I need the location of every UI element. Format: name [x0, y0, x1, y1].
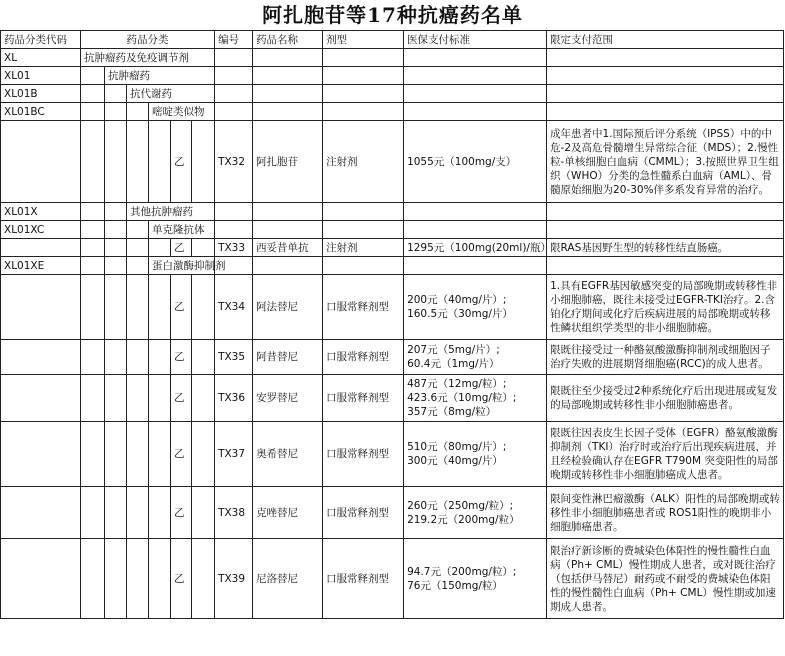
drug-range: 1.具有EGFR基因敏感突变的局部晚期或转移性非小细胞肺癌，既往未接受过EGFR-TKI治疗。2.含铂化疗期间或化疗后疾病进展的局部晚期或转移性鳞状组织学类型的非小细胞肺癌。: [547, 275, 784, 340]
drug-class: 乙: [171, 422, 192, 487]
category-code: XL01BC: [1, 103, 81, 121]
drug-form: 口服常释剂型: [323, 487, 404, 539]
table-row: [1, 239, 784, 257]
category-code: XL01: [1, 67, 81, 85]
drug-number: TX38: [215, 487, 253, 539]
drug-number: TX33: [215, 239, 253, 257]
drug-class: 乙: [171, 239, 192, 257]
drug-range: 限RAS基因野生型的转移性结直肠癌。: [547, 239, 784, 257]
table-row: [1, 49, 784, 67]
drug-list-table: [0, 30, 784, 619]
drug-class: 乙: [171, 275, 192, 340]
table-row: [1, 257, 784, 275]
drug-range: 限既往接受过一种酪氨酸激酶抑制剂或细胞因子治疗失败的进展期肾细胞癌(RCC)的成人患者。: [547, 340, 784, 375]
category-code: XL01XC: [1, 221, 81, 239]
drug-standard: 94.7元（200mg/粒）; 76元（150mg/粒）: [404, 539, 547, 619]
drug-name: 安罗替尼: [253, 375, 323, 422]
drug-name: 阿昔替尼: [253, 340, 323, 375]
drug-number: TX32: [215, 121, 253, 203]
category-label: 抗肿瘤药及免疫调节剂: [81, 49, 215, 67]
drug-form: 口服常释剂型: [323, 539, 404, 619]
drug-form: 注射剂: [323, 121, 404, 203]
drug-number: TX35: [215, 340, 253, 375]
drug-number: TX37: [215, 422, 253, 487]
header-range: 限定支付范围: [547, 31, 784, 49]
drug-name: 阿扎胞苷: [253, 121, 323, 203]
table-row: [1, 487, 784, 539]
header-name: 药品名称: [253, 31, 323, 49]
drug-form: 口服常释剂型: [323, 375, 404, 422]
header-code: 药品分类代码: [1, 31, 81, 49]
drug-standard: 207元（5mg/片）; 60.4元（1mg/片）: [404, 340, 547, 375]
header-standard: 医保支付标准: [404, 31, 547, 49]
drug-name: 尼洛替尼: [253, 539, 323, 619]
category-label: 嘧啶类似物: [149, 103, 215, 121]
drug-standard: 260元（250mg/粒）; 219.2元（200mg/粒）: [404, 487, 547, 539]
drug-class: 乙: [171, 539, 192, 619]
category-label: 抗代谢药: [127, 85, 215, 103]
category-code: XL01B: [1, 85, 81, 103]
drug-standard: 487元（12mg/粒）; 423.6元（10mg/粒）; 357元（8mg/粒）: [404, 375, 547, 422]
category-code: XL01XE: [1, 257, 81, 275]
drug-standard: 1055元（100mg/支）: [404, 121, 547, 203]
drug-range: 成年患者中1.国际预后评分系统（IPSS）中的中危-2及高危骨髓增生异常综合征（MDS）；2.慢性粒-单核细胞白血病（CMML）；3.按照世界卫生组织（WHO）分类的急性髓系白血病（AML）、骨髓原始细胞为20-30%伴多系发育异常的治疗。: [547, 121, 784, 203]
drug-number: TX34: [215, 275, 253, 340]
header-form: 剂型: [323, 31, 404, 49]
table-row: [1, 67, 784, 85]
table-row: [1, 539, 784, 619]
drug-name: 西妥昔单抗: [253, 239, 323, 257]
category-label: 抗肿瘤药: [105, 67, 215, 85]
category-code: XL01X: [1, 203, 81, 221]
page-title: 阿扎胞苷等17种抗癌药名单: [262, 3, 523, 27]
drug-class: 乙: [171, 121, 192, 203]
drug-name: 阿法替尼: [253, 275, 323, 340]
table-row: [1, 340, 784, 375]
category-label: 蛋白激酶抑制剂: [149, 257, 215, 275]
table-row: [1, 375, 784, 422]
drug-name: 奥希替尼: [253, 422, 323, 487]
drug-standard: 1295元（100mg(20ml)/瓶）: [404, 239, 547, 257]
table-row: [1, 203, 784, 221]
drug-range: 限治疗新诊断的费城染色体阳性的慢性髓性白血病（Ph+ CML）慢性期成人患者，或对既往治疗（包括伊马替尼）耐药或不耐受的费城染色体阳性的慢性髓性白血病（Ph+ CML）慢性期或加速期成人患者。: [547, 539, 784, 619]
drug-standard: 200元（40mg/片）; 160.5元（30mg/片）: [404, 275, 547, 340]
drug-form: 口服常释剂型: [323, 275, 404, 340]
table-row: [1, 422, 784, 487]
header-row: [1, 31, 784, 49]
table-row: [1, 275, 784, 340]
category-label: 单克隆抗体: [149, 221, 215, 239]
table-row: [1, 85, 784, 103]
drug-form: 注射剂: [323, 239, 404, 257]
drug-range: 限既往至少接受过2种系统化疗后出现进展或复发的局部晚期或转移性非小细胞肺癌患者。: [547, 375, 784, 422]
drug-number: TX39: [215, 539, 253, 619]
drug-standard: 510元（80mg/片）; 300元（40mg/片）: [404, 422, 547, 487]
drug-class: 乙: [171, 375, 192, 422]
drug-form: 口服常释剂型: [323, 340, 404, 375]
header-category: 药品分类: [81, 31, 215, 49]
category-code: XL: [1, 49, 81, 67]
drug-name: 克唑替尼: [253, 487, 323, 539]
drug-class: 乙: [171, 487, 192, 539]
drug-range: 限既往因表皮生长因子受体（EGFR）酪氨酸激酶抑制剂（TKI）治疗时或治疗后出现疾病进展，并且经检验确认存在EGFR T790M 突变阳性的局部晚期或转移性非小细胞肺癌成人患者。: [547, 422, 784, 487]
drug-form: 口服常释剂型: [323, 422, 404, 487]
header-number: 编号: [215, 31, 253, 49]
table-row: [1, 103, 784, 121]
table-row: [1, 121, 784, 203]
table-row: [1, 221, 784, 239]
drug-range: 限间变性淋巴瘤激酶（ALK）阳性的局部晚期或转移性非小细胞肺癌患者或 ROS1阳性的晚期非小细胞肺癌患者。: [547, 487, 784, 539]
drug-class: 乙: [171, 340, 192, 375]
category-label: 其他抗肿瘤药: [127, 203, 215, 221]
drug-number: TX36: [215, 375, 253, 422]
